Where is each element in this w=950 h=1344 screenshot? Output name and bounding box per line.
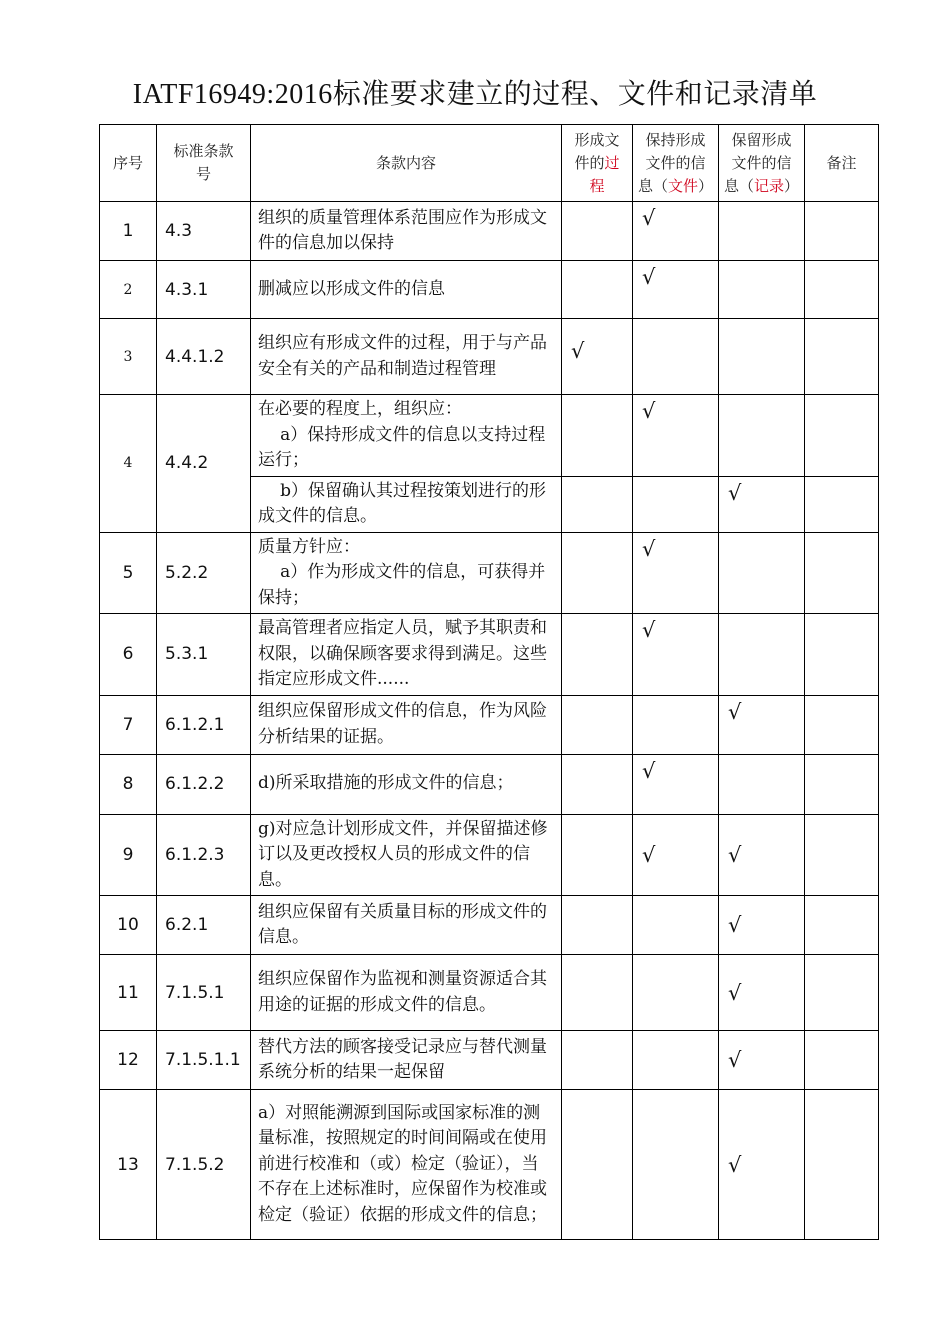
row-clause: 4.3 — [157, 202, 251, 261]
row-clause: 4.4.1.2 — [157, 319, 251, 395]
row-content: 质量方针应： a）作为形成文件的信息，可获得并保持； — [251, 532, 562, 614]
check-mark: √ — [633, 261, 719, 319]
row-clause: 6.1.2.1 — [157, 695, 251, 754]
header-process: 形成文 件的过 程 — [562, 125, 633, 202]
row-clause: 5.2.2 — [157, 532, 251, 614]
table-row — [100, 319, 879, 395]
row-seq: 9 — [100, 814, 157, 896]
row-seq: 1 — [100, 202, 157, 261]
header-clause: 标准条款 号 — [157, 125, 251, 202]
row-clause: 7.1.5.2 — [157, 1090, 251, 1240]
check-mark: √ — [633, 754, 719, 814]
row-seq: 5 — [100, 532, 157, 614]
header-seq: 序号 — [100, 125, 157, 202]
row-content: 组织应保留形成文件的信息，作为风险分析结果的证据。 — [251, 695, 562, 754]
page-title: IATF16949:2016标准要求建立的过程、文件和记录清单 — [132, 79, 818, 110]
row-clause: 4.4.2 — [157, 395, 251, 533]
row-clause: 7.1.5.1 — [157, 955, 251, 1031]
row-seq: 6 — [100, 614, 157, 696]
table-row — [100, 1090, 879, 1240]
row-seq: 7 — [100, 695, 157, 754]
check-mark: √ — [719, 476, 805, 532]
row-content: 组织应保留有关质量目标的形成文件的信息。 — [251, 896, 562, 955]
table-row — [100, 202, 879, 261]
row-content: g)对应急计划形成文件，并保留描述修订以及更改授权人员的形成文件的信息。 — [251, 814, 562, 896]
check-mark: √ — [719, 1090, 805, 1240]
check-mark: √ — [633, 395, 719, 477]
header-content: 条款内容 — [251, 125, 562, 202]
check-mark: √ — [719, 814, 805, 896]
row-clause: 4.3.1 — [157, 261, 251, 319]
row-content: 在必要的程度上，组织应： a）保持形成文件的信息以支持过程运行； — [251, 395, 562, 477]
table-row — [100, 896, 879, 955]
check-mark: √ — [719, 955, 805, 1031]
row-content: 组织的质量管理体系范围应作为形成文件的信息加以保持 — [251, 202, 562, 261]
check-mark: √ — [562, 319, 633, 395]
table-row — [100, 955, 879, 1031]
row-clause: 6.1.2.3 — [157, 814, 251, 896]
row-content: d)所采取措施的形成文件的信息； — [251, 754, 562, 814]
row-seq: 10 — [100, 896, 157, 955]
check-mark: √ — [719, 896, 805, 955]
table-row — [100, 261, 879, 319]
row-clause: 7.1.5.1.1 — [157, 1031, 251, 1090]
row-seq: 13 — [100, 1090, 157, 1240]
table-header-row — [100, 125, 879, 202]
row-content: a）对照能溯源到国际或国家标准的测量标准，按照规定的时间间隔或在使用前进行校准和（或）检定（验证），当不存在上述标准时，应保留作为校准或检定（验证）依据的形成文件的信息； — [251, 1090, 562, 1240]
row-content: 组织应保留作为监视和测量资源适合其用途的证据的形成文件的信息。 — [251, 955, 562, 1031]
row-clause: 6.1.2.2 — [157, 754, 251, 814]
row-seq: 12 — [100, 1031, 157, 1090]
table-row — [100, 814, 879, 896]
table-row — [100, 614, 879, 696]
row-seq: 3 — [100, 319, 157, 395]
row-clause: 6.2.1 — [157, 896, 251, 955]
table-row — [100, 754, 879, 814]
header-maintain: 保持形成 文件的信 息（文件） — [633, 125, 719, 202]
check-mark: √ — [633, 202, 719, 261]
row-content: 删减应以形成文件的信息 — [251, 261, 562, 319]
row-content: 替代方法的顾客接受记录应与替代测量系统分析的结果一起保留 — [251, 1031, 562, 1090]
row-content: b）保留确认其过程按策划进行的形成文件的信息。 — [251, 476, 562, 532]
check-mark: √ — [633, 814, 719, 896]
header-retain: 保留形成 文件的信 息（记录） — [719, 125, 805, 202]
row-content: 组织应有形成文件的过程，用于与产品安全有关的产品和制造过程管理 — [251, 319, 562, 395]
row-clause: 5.3.1 — [157, 614, 251, 696]
check-mark: √ — [633, 532, 719, 614]
header-remarks: 备注 — [805, 125, 879, 202]
row-content: 最高管理者应指定人员，赋予其职责和权限，以确保顾客要求得到满足。这些指定应形成文件...... — [251, 614, 562, 696]
check-mark: √ — [719, 695, 805, 754]
row-seq: 11 — [100, 955, 157, 1031]
row-seq: 8 — [100, 754, 157, 814]
check-mark: √ — [719, 1031, 805, 1090]
table-row — [100, 395, 879, 477]
records-table — [99, 124, 879, 1240]
table-row — [100, 1031, 879, 1090]
row-seq: 4 — [100, 395, 157, 533]
table-row — [100, 532, 879, 614]
check-mark: √ — [633, 614, 719, 696]
row-seq: 2 — [100, 261, 157, 319]
table-row — [100, 695, 879, 754]
